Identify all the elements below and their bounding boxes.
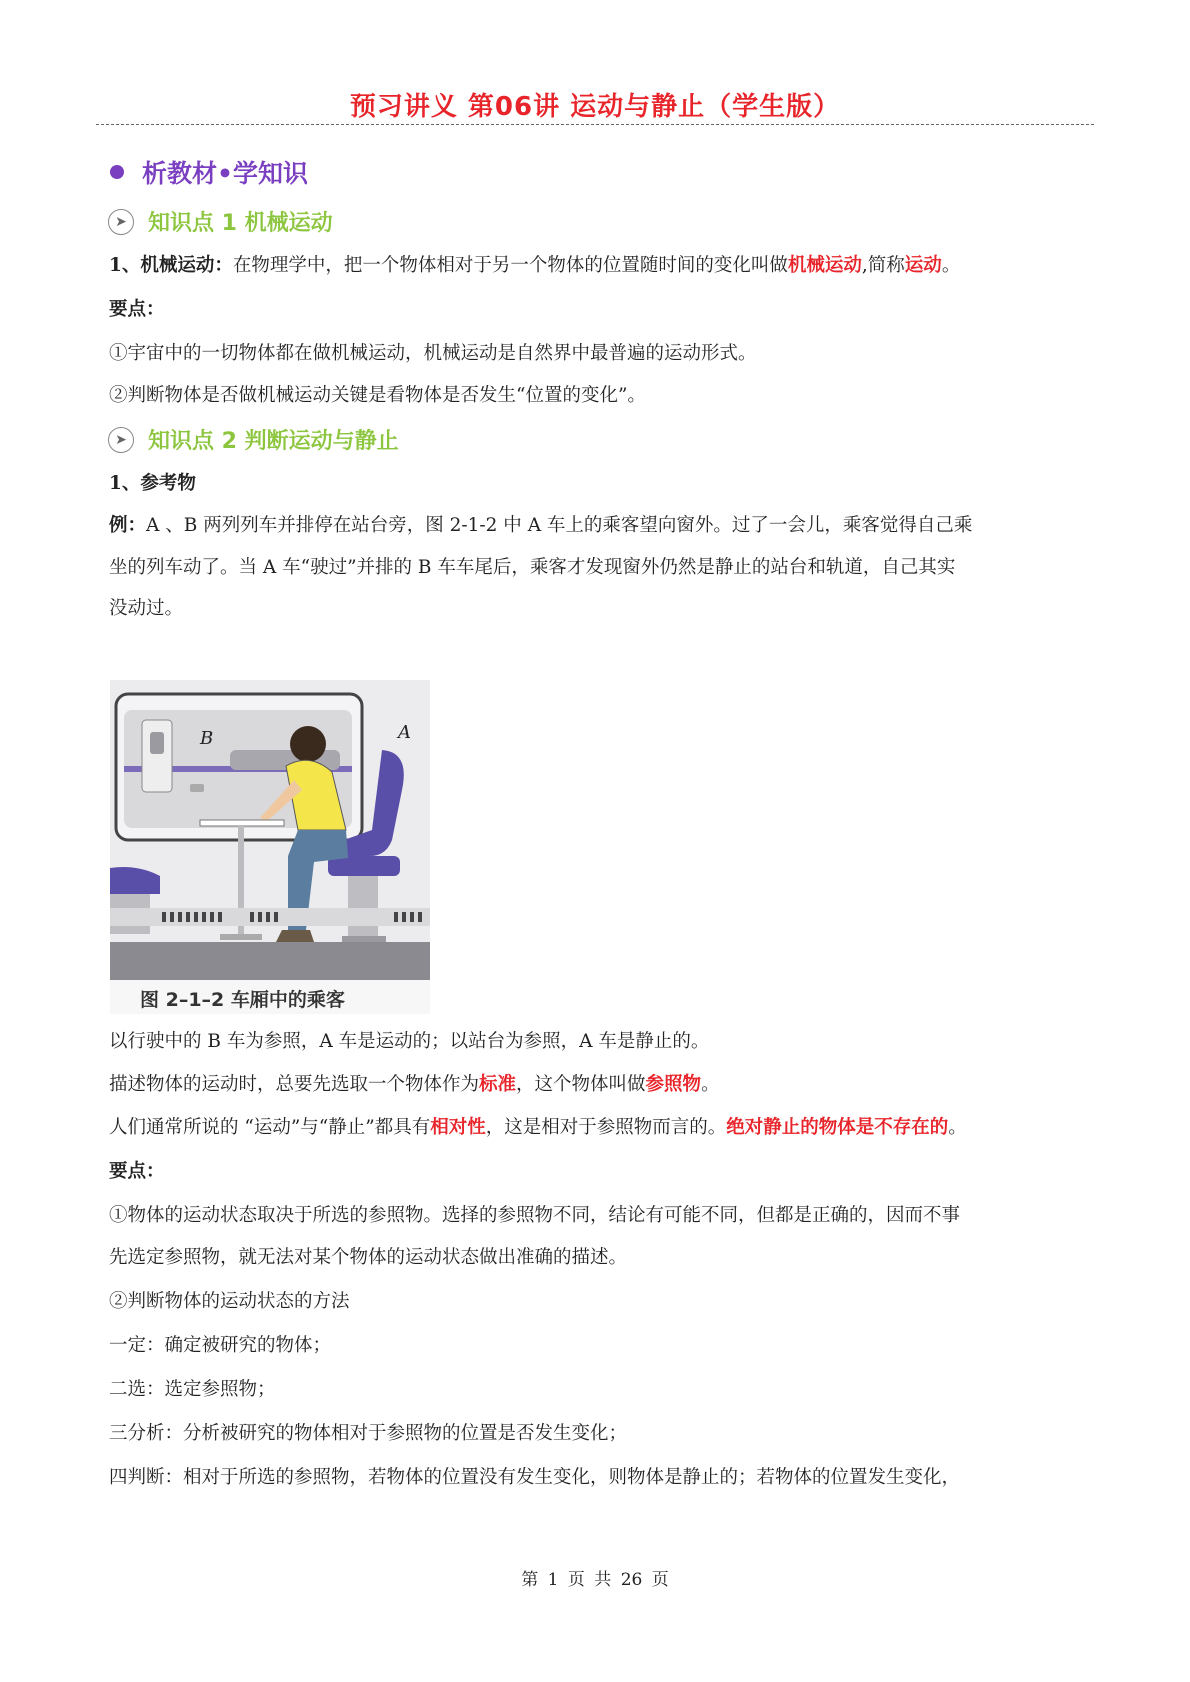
label-a: A bbox=[398, 722, 411, 743]
arrow-circle-icon: ➤ bbox=[108, 427, 134, 453]
knowledge-point-2-heading bbox=[108, 424, 399, 455]
key-points-label: 要点： bbox=[109, 299, 165, 320]
method-step: 一定：确定被研究的物体； bbox=[109, 1335, 332, 1356]
example-line: 没动过。 bbox=[109, 598, 184, 619]
page-footer: 第 1 页 共 26 页 bbox=[521, 1570, 669, 1590]
knowledge-point-2-label: 知识点 2 判断运动与静止 bbox=[148, 429, 399, 454]
text-span: 在物理学中，把一个物体相对于另一个物体的位置随时间的变化叫做 bbox=[232, 255, 788, 276]
section-heading-label: 析教材•学知识 bbox=[142, 159, 308, 188]
title-divider bbox=[96, 124, 1094, 125]
highlight-term: 标准 bbox=[479, 1074, 517, 1095]
page-title: 预习讲义 第06讲 运动与静止（学生版） bbox=[349, 92, 841, 122]
method-step: 四判断：相对于所选的参照物，若物体的位置没有发生变化，则物体是静止的；若物体的位置发生变化， bbox=[109, 1467, 961, 1488]
section-heading bbox=[110, 154, 308, 190]
method-step: 三分析：分析被研究的物体相对于参照物的位置是否发生变化； bbox=[109, 1423, 628, 1444]
text-span: ,简称 bbox=[861, 255, 905, 276]
example-line bbox=[109, 512, 1089, 540]
key-points-label: 要点： bbox=[109, 1161, 165, 1182]
term-lead: 1、机械运动： bbox=[109, 255, 233, 276]
key-point-item: ②判断物体的运动状态的方法 bbox=[109, 1291, 350, 1312]
text-span: 。 bbox=[941, 255, 961, 276]
knowledge-point-1-heading bbox=[108, 206, 333, 237]
reference-definition bbox=[109, 1071, 1089, 1099]
text-span: 描述物体的运动时，总要先选取一个物体作为 bbox=[109, 1074, 480, 1095]
key-point-item: 先选定参照物，就无法对某个物体的运动状态做出准确的描述。 bbox=[109, 1247, 628, 1268]
highlight-term: 参照物 bbox=[645, 1074, 702, 1095]
highlight-term: 相对性 bbox=[430, 1117, 486, 1138]
text-span: A 、B 两列列车并排停在站台旁，图 2-1-2 中 A 车上的乘客望向窗外。过了一会儿，乘客觉得自己乘 bbox=[146, 515, 973, 536]
text-span: ，这个物体叫做 bbox=[516, 1074, 646, 1095]
highlight-term: 绝对静止的物体是不存在的 bbox=[726, 1117, 949, 1138]
paragraph-mechanical-motion bbox=[109, 252, 1089, 280]
method-step: 二选：选定参照物； bbox=[109, 1379, 276, 1400]
example-lead: 例： bbox=[109, 515, 147, 536]
figure-caption: 图 2–1–2 车厢中的乘客 bbox=[140, 989, 345, 1011]
highlight-term: 机械运动 bbox=[787, 255, 862, 276]
key-point-item: ②判断物体是否做机械运动关键是看物体是否发生“位置的变化”。 bbox=[109, 385, 646, 406]
key-point-item: ①宇宙中的一切物体都在做机械运动，机械运动是自然界中最普遍的运动形式。 bbox=[109, 343, 757, 364]
knowledge-point-1-label: 知识点 1 机械运动 bbox=[148, 211, 333, 236]
arrow-circle-icon: ➤ bbox=[108, 209, 134, 235]
text-span: 人们通常所说的 “运动”与“静止”都具有 bbox=[109, 1117, 431, 1138]
text-span: 。 bbox=[948, 1117, 967, 1138]
train-passenger-illustration bbox=[110, 680, 430, 1014]
text-span: ，这是相对于参照物而言的。 bbox=[485, 1117, 727, 1138]
bullet-dot-icon bbox=[110, 165, 124, 179]
key-point-item: ①物体的运动状态取决于所选的参照物。选择的参照物不同，结论有可能不同，但都是正确的，因而不事 bbox=[109, 1205, 961, 1226]
train-passenger-figure bbox=[110, 680, 430, 1014]
label-b: B bbox=[200, 728, 214, 749]
text-span: 。 bbox=[701, 1074, 720, 1095]
example-line: 坐的列车动了。当 A 车“驶过”并排的 B 车车尾后，乘客才发现窗外仍然是静止的站台和轨道，自己其实 bbox=[109, 557, 956, 578]
reference-explanation: 以行驶中的 B 车为参照，A 车是运动的；以站台为参照，A 车是静止的。 bbox=[109, 1031, 710, 1052]
highlight-term: 运动 bbox=[904, 255, 942, 276]
reference-heading: 1、参考物 bbox=[109, 473, 196, 494]
relativity-statement bbox=[109, 1114, 1089, 1142]
